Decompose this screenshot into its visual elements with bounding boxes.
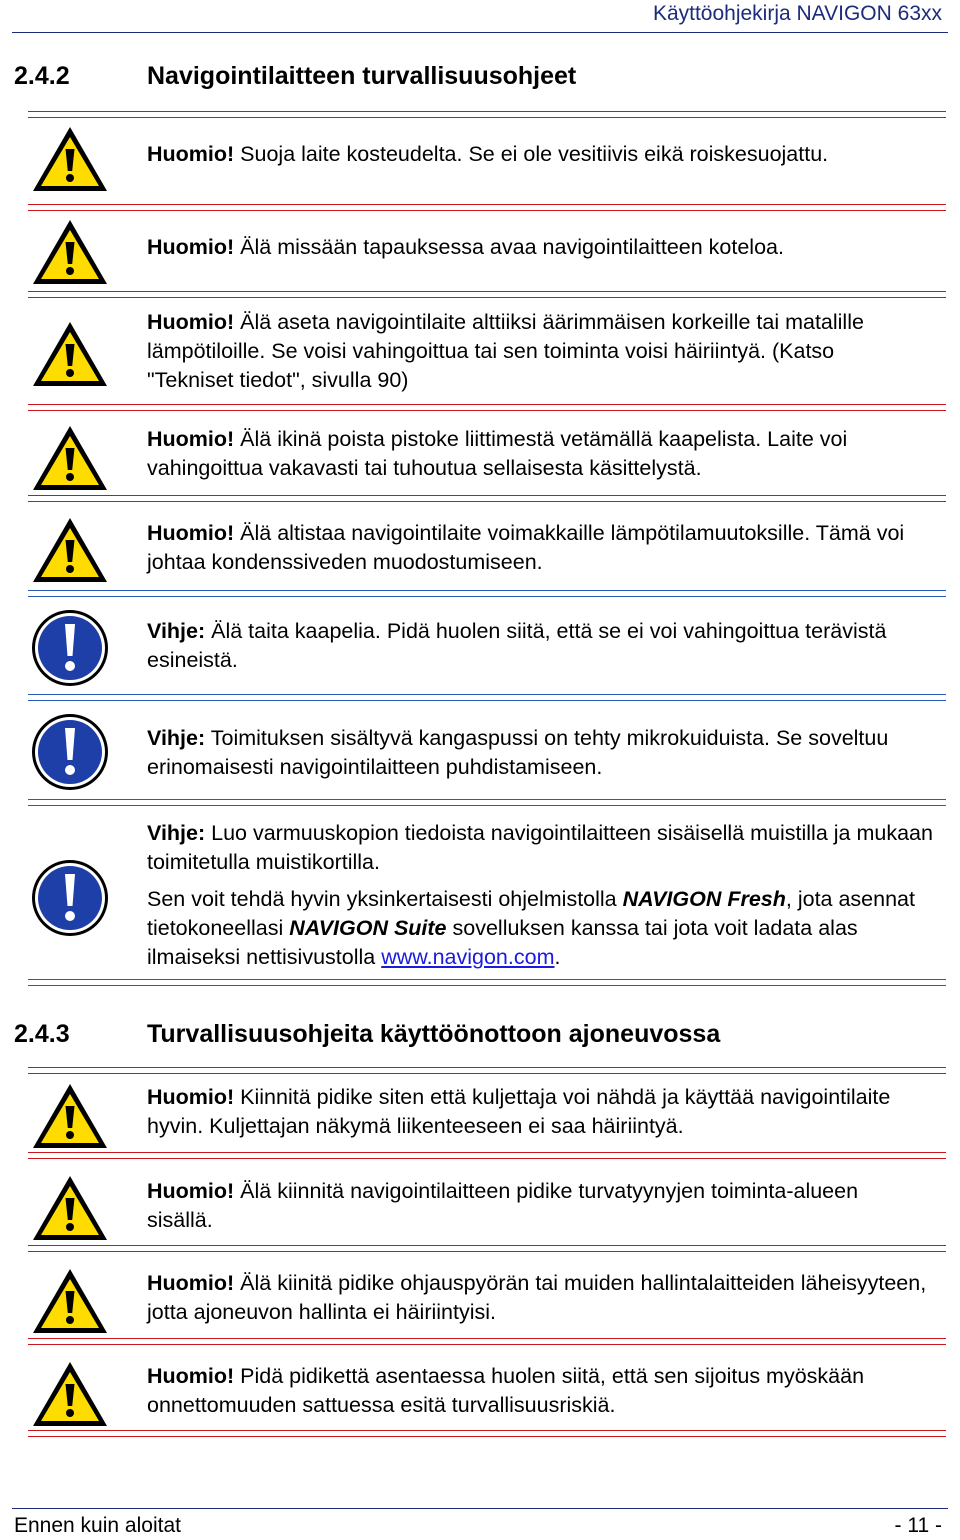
section-divider	[28, 111, 946, 118]
note-body: Luo varmuuskopion tiedoista navigointilaitteen sisäisellä muistilla ja mukaan toimitetulla muistikortilla.	[147, 821, 933, 874]
section-title: Navigointilaitteen turvallisuusohjeet	[147, 62, 577, 90]
section-divider	[28, 1067, 946, 1074]
warning-icon	[30, 1358, 110, 1430]
warning-icon	[30, 1080, 110, 1152]
note-divider	[28, 1152, 946, 1159]
page-number: - 11 -	[894, 1514, 942, 1537]
note-text	[147, 724, 947, 782]
backup-text: , jota asennat tietokoneellasi	[147, 887, 915, 940]
note-body: Pidä pidikettä asentaessa huolen siitä, että sen sijoitus myöskään onnettomuuden sattuessa esitä turvallisuusriskiä.	[147, 1364, 865, 1417]
warning-icon	[30, 422, 110, 494]
note-lead: Huomio!	[147, 427, 235, 451]
note-divider	[28, 590, 946, 597]
note-divider	[28, 1338, 946, 1345]
note-divider	[28, 204, 946, 211]
note-text	[147, 1083, 947, 1141]
note-text	[147, 617, 917, 675]
hint-icon	[30, 858, 110, 938]
note-divider	[28, 799, 946, 806]
note-lead: Huomio!	[147, 1085, 235, 1109]
note-divider	[28, 291, 946, 298]
note-divider	[28, 495, 946, 502]
note-text	[147, 1177, 907, 1235]
note-text	[147, 140, 947, 169]
note-lead: Huomio!	[147, 235, 235, 259]
section-number: 2.4.3	[14, 1020, 70, 1048]
warning-icon	[30, 514, 110, 586]
note-body: Kiinnitä pidike siten että kuljettaja voi nähdä ja käyttää navigointilaite hyvin. Kuljettajan näkymä liikenteeseen ei saa häiriintyä.	[147, 1085, 891, 1138]
note-body: Suoja laite kosteudelta. Se ei ole vesitiivis eikä roiskesuojattu.	[234, 142, 829, 166]
section-title: Turvallisuusohjeita käyttöönottoon ajoneuvossa	[147, 1020, 721, 1048]
note-divider	[28, 979, 946, 986]
note-body: Älä taita kaapelia. Pidä huolen siitä, että se ei voi vahingoittua terävistä esineistä.	[147, 619, 887, 672]
note-text	[147, 519, 947, 577]
warning-icon	[30, 123, 110, 195]
note-lead: Huomio!	[147, 142, 235, 166]
document-header-title: Käyttöohjekirja NAVIGON 63xx	[652, 2, 942, 25]
note-text	[147, 233, 947, 262]
note-divider	[28, 1245, 946, 1252]
footer-divider	[12, 1508, 948, 1509]
note-lead: Vihje:	[147, 726, 206, 750]
warning-icon	[30, 1172, 110, 1244]
warning-icon	[30, 216, 110, 288]
note-divider	[28, 694, 946, 701]
warning-icon	[30, 1265, 110, 1337]
note-body: Älä kiinitä pidike ohjauspyörän tai muiden hallintalaitteiden läheisyyteen, jotta ajoneuvon hallinta ei häiriintyisi.	[147, 1271, 927, 1324]
note-body: Toimituksen sisältyvä kangaspussi on tehty mikrokuiduista. Se soveltuu erinomaisesti navigointilaitteen puhdistamiseen.	[147, 726, 889, 779]
note-text	[147, 1269, 947, 1327]
brand-name: NAVIGON Suite	[289, 916, 447, 940]
note-text	[147, 308, 907, 395]
footer-chapter: Ennen kuin aloitat	[14, 1514, 181, 1537]
note-divider	[28, 404, 946, 411]
note-body: Älä altistaa navigointilaite voimakkaille lämpötilamuutoksille. Tämä voi johtaa kondenssiveden muodostumiseen.	[147, 521, 905, 574]
note-body: Älä kiinnitä navigointilaitteen pidike turvatyynyjen toiminta-alueen sisällä.	[147, 1179, 859, 1232]
note-text	[147, 819, 947, 972]
backup-text: .	[554, 945, 561, 969]
note-lead: Vihje:	[147, 821, 206, 845]
warning-icon	[30, 318, 110, 390]
header-divider	[12, 32, 948, 33]
note-body: Älä missään tapauksessa avaa navigointilaitteen koteloa.	[234, 235, 784, 259]
section-number: 2.4.2	[14, 62, 70, 90]
note-lead: Huomio!	[147, 521, 235, 545]
note-text	[147, 425, 937, 483]
backup-text: sovelluksen kanssa tai jota voit ladata alas ilmaiseksi nettisivustolla	[147, 916, 858, 969]
note-lead: Huomio!	[147, 310, 235, 334]
note-body: Älä ikinä poista pistoke liittimestä vetämällä kaapelista. Laite voi vahingoittua vakavasti tai tuhoutua sellaisesta käsittelystä.	[147, 427, 848, 480]
hint-icon	[30, 608, 110, 688]
note-lead: Huomio!	[147, 1364, 235, 1388]
note-body: Älä aseta navigointilaite alttiiksi äärimmäisen korkeille tai matalille lämpötiloille. Se voisi vahingoittua tai sen toiminta voisi häiriintyä. (Katso "Tekniset tiedot", sivulla 90)	[147, 310, 864, 392]
note-divider	[28, 1430, 946, 1437]
brand-name: NAVIGON Fresh	[622, 887, 786, 911]
backup-paragraph	[147, 885, 947, 972]
note-lead: Vihje:	[147, 619, 206, 643]
website-link[interactable]: www.navigon.com	[381, 945, 555, 969]
note-lead: Huomio!	[147, 1179, 235, 1203]
note-text	[147, 1362, 877, 1420]
backup-text: Sen voit tehdä hyvin yksinkertaisesti ohjelmistolla	[147, 887, 623, 911]
hint-icon	[30, 712, 110, 792]
note-lead: Huomio!	[147, 1271, 235, 1295]
